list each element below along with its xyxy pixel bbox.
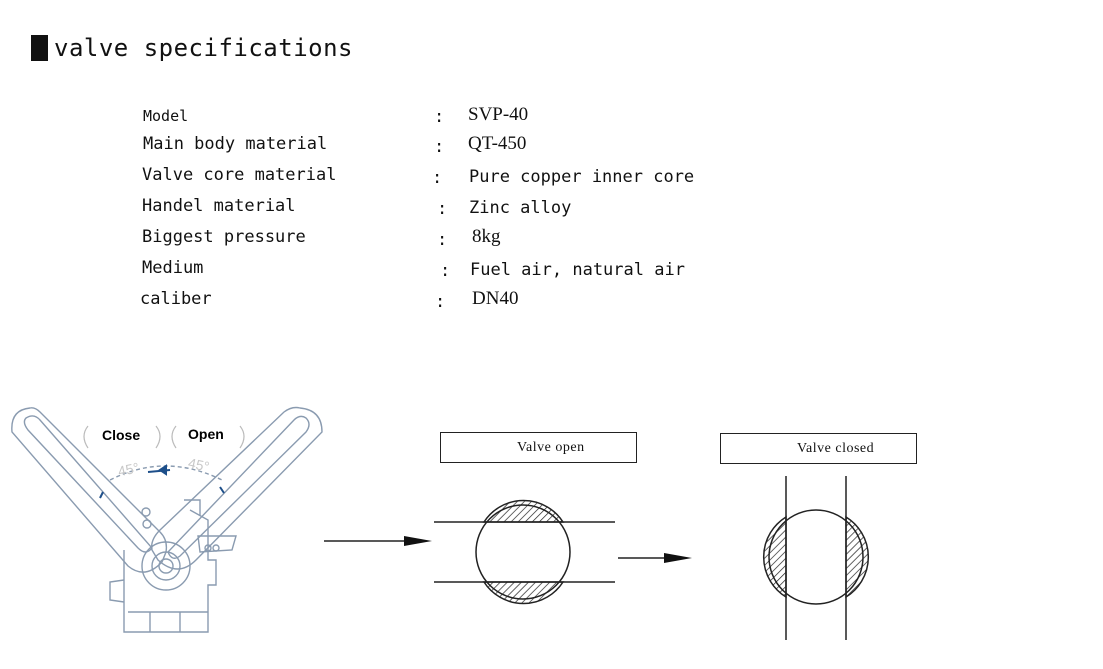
spec-separator: : — [435, 292, 446, 312]
spec-label: Valve core material — [142, 165, 337, 185]
section-title-text: valve specifications — [54, 34, 353, 62]
spec-separator: : — [432, 168, 443, 188]
valve-open-caption-box — [440, 432, 637, 463]
spec-separator: : — [440, 261, 451, 281]
close-label: Close — [102, 427, 141, 443]
right-angle-label: 45° — [186, 454, 211, 475]
valve-closed-diagram — [764, 476, 869, 640]
spec-separator: : — [434, 137, 445, 157]
spec-label: Biggest pressure — [142, 227, 306, 247]
valve-closed-caption-box — [720, 433, 917, 464]
spec-label: Handel material — [142, 196, 296, 216]
spec-separator: : — [437, 230, 448, 250]
arrow-to-open-icon — [324, 536, 432, 546]
left-angle-label: 45° — [116, 459, 141, 480]
spec-separator: : — [437, 199, 448, 219]
valve-open-diagram — [434, 500, 615, 603]
spec-label: Model — [143, 107, 189, 125]
spec-value: SVP-40 — [468, 104, 529, 125]
spec-label: caliber — [140, 289, 212, 309]
spec-label: Medium — [142, 258, 204, 278]
spec-separator: : — [434, 107, 445, 127]
spec-value: 8kg — [472, 226, 501, 247]
spec-label: Main body material — [143, 134, 328, 154]
arrow-to-closed-icon — [618, 553, 692, 563]
valve-closed-caption: Valve closed — [797, 441, 875, 456]
spec-value: QT-450 — [468, 133, 527, 154]
spec-value: Pure copper inner core — [469, 167, 695, 187]
spec-value: DN40 — [472, 288, 519, 309]
spec-value: Zinc alloy — [469, 198, 572, 218]
spec-value: Fuel air, natural air — [470, 260, 685, 280]
open-label: Open — [188, 426, 224, 442]
valve-handle-illustration — [12, 408, 322, 633]
valve-open-caption: Valve open — [517, 440, 585, 455]
